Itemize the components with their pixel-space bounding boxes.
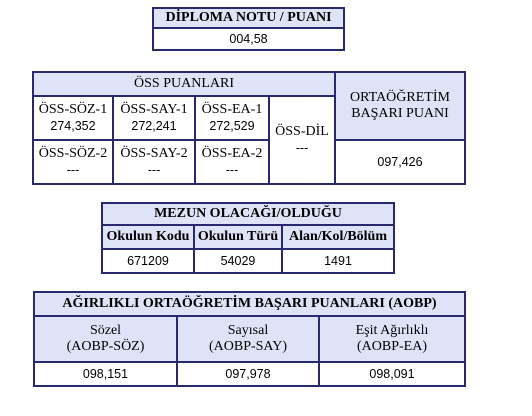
aobp-sayisal-name: Sayısal — [227, 323, 269, 338]
oss-say-1-value: 272,241 — [131, 119, 177, 133]
oss-say-1-label: ÖSS-SAY-1 — [120, 102, 188, 117]
aobp-col-sozel — [33, 317, 178, 363]
aobp-ea-name: Eşit Ağırlıklı — [355, 323, 429, 338]
aobp-sayisal-value: 097,978 — [178, 363, 320, 387]
oss-title: ÖSS PUANLARI — [32, 71, 336, 97]
obp-title — [336, 71, 466, 141]
oss-soz-2-label: ÖSS-SÖZ-2 — [38, 146, 108, 161]
oss-dil-label: ÖSS-DİL — [275, 124, 329, 139]
oss-soz-1-label: ÖSS-SÖZ-1 — [38, 102, 108, 117]
mezun-value-kod: 671209 — [101, 250, 195, 274]
oss-soz-2-value: --- — [66, 163, 80, 177]
oss-ea-1-label: ÖSS-EA-1 — [201, 102, 263, 117]
aobp-col-ea — [320, 317, 466, 363]
mezun-value-alan: 1491 — [283, 250, 395, 274]
aobp-sayisal-code: (AOBP-SAY) — [208, 339, 288, 354]
oss-say-2-cell — [114, 141, 196, 185]
obp-title-line1: ORTAÖĞRETİM — [350, 90, 450, 105]
obp-value: 097,426 — [336, 141, 466, 185]
oss-say-2-label: ÖSS-SAY-2 — [120, 146, 188, 161]
obp-title-line2: BAŞARI PUANI — [351, 106, 449, 121]
mezun-value-tur: 54029 — [195, 250, 283, 274]
aobp-sozel-value: 098,151 — [33, 363, 178, 387]
oss-say-2-value: --- — [147, 163, 161, 177]
oss-dil-value: --- — [295, 141, 309, 155]
oss-ea-1-value: 272,529 — [209, 119, 255, 133]
oss-soz-1-cell — [32, 97, 114, 141]
oss-dil-cell — [270, 97, 336, 185]
diploma-value: 004,58 — [152, 29, 345, 51]
diploma-table — [152, 7, 345, 51]
aobp-title: AĞIRLIKLI ORTAÖĞRETİM BAŞARI PUANLARI (AOBP) — [33, 291, 466, 317]
oss-soz-1-value: 274,352 — [50, 119, 96, 133]
mezun-header-alan: Alan/Kol/Bölüm — [283, 226, 395, 250]
mezun-header-tur: Okulun Türü — [195, 226, 283, 250]
mezun-title: MEZUN OLACAĞI/OLDUĞU — [101, 202, 395, 226]
aobp-sozel-name: Sözel — [89, 323, 122, 338]
oss-ea-2-cell — [196, 141, 270, 185]
aobp-ea-code: (AOBP-EA) — [357, 339, 427, 354]
mezun-table — [101, 202, 395, 274]
oss-say-1-cell — [114, 97, 196, 141]
aobp-col-sayisal — [178, 317, 320, 363]
oss-soz-2-cell — [32, 141, 114, 185]
aobp-sozel-code: (AOBP-SÖZ) — [66, 339, 145, 354]
diploma-title: DİPLOMA NOTU / PUANI — [152, 7, 345, 29]
aobp-table — [33, 291, 466, 387]
oss-ea-1-cell — [196, 97, 270, 141]
aobp-ea-value: 098,091 — [320, 363, 466, 387]
oss-table — [32, 71, 466, 185]
oss-ea-2-value: --- — [225, 163, 239, 177]
oss-ea-2-label: ÖSS-EA-2 — [201, 146, 263, 161]
mezun-header-kod: Okulun Kodu — [101, 226, 195, 250]
